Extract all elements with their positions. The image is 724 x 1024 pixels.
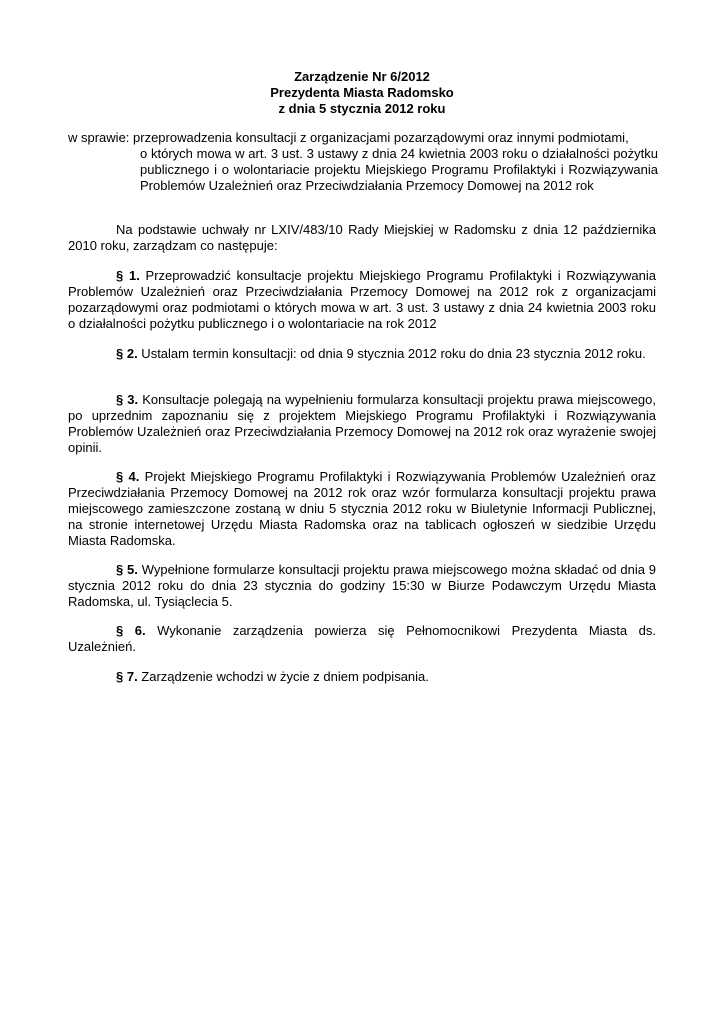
- subject-block: [68, 130, 658, 194]
- subject-first-line: w sprawie: przeprowadzenia konsultacji z organizacjami pozarządowymi oraz innymi podmiotami,: [68, 130, 629, 145]
- section-4-text: Projekt Miejskiego Programu Profilaktyki i Rozwiązywania Problemów Uzależnień oraz Przeciwdziałania Przemocy Domowej na 2012 rok oraz wzór formularza konsultacji projektu prawa miejscowego zamieszczone zostaną w dniu 5 stycznia 2012 roku w Biuletynie Informacji Publicznej, na stronie internetowej Urzędu Miasta Radomska oraz na tablicach ogłoszeń w siedzibie Urzędu Miasta Radomska.: [68, 469, 656, 548]
- section-7-paragraph: [68, 669, 656, 685]
- section-3-text: Konsultacje polegają na wypełnieniu formularza konsultacji projektu prawa miejscowego, po uprzednim zapoznaniu się z projektem Miejskiego Programu Profilaktyki i Rozwiązywania Problemów Uzależnień oraz Przeciwdziałania Przemocy Domowej na 2012 rok oraz wyrażenie swojej opinii.: [68, 392, 656, 455]
- document-title: [0, 69, 724, 117]
- subject-continuation: o których mowa w art. 3 ust. 3 ustawy z dnia 24 kwietnia 2003 roku o działalności pożytku publicznego i o wolontariacie projektu Miejskiego Programu Profilaktyki i Rozwiązywania Problemów Uzależnień oraz Przeciwdziałania Przemocy Domowej na 2012 rok: [140, 146, 658, 193]
- section-1-paragraph: [68, 268, 656, 332]
- section-3-paragraph: [68, 392, 656, 456]
- title-line-2: Prezydenta Miasta Radomsko: [270, 85, 454, 100]
- section-4-number: § 4.: [116, 469, 140, 484]
- section-5-number: § 5.: [116, 562, 138, 577]
- section-1-text: Przeprowadzić konsultacje projektu Miejskiego Programu Profilaktyki i Rozwiązywania Problemów Uzależnień oraz Przeciwdziałania Przemocy Domowej na 2012 rok z organizacjami pozarządowymi oraz podmiotami o których mowa w art. 3 ust. 3 ustawy z dnia 24 kwietnia 2003 roku o działalności pożytku publicznego i o wolontariacie na rok 2012: [68, 268, 656, 331]
- section-6-text: Wykonanie zarządzenia powierza się Pełnomocnikowi Prezydenta Miasta ds. Uzależnień.: [68, 623, 656, 654]
- title-line-1: Zarządzenie Nr 6/2012: [294, 69, 430, 84]
- section-7-text: Zarządzenie wchodzi w życie z dniem podpisania.: [137, 669, 429, 684]
- section-6-paragraph: [68, 623, 656, 655]
- section-6-number: § 6.: [116, 623, 146, 638]
- section-2-number: § 2.: [116, 346, 138, 361]
- section-4-paragraph: [68, 469, 656, 549]
- section-1-number: § 1.: [116, 268, 140, 283]
- section-2-paragraph: [68, 346, 656, 362]
- section-2-text: Ustalam termin konsultacji: od dnia 9 stycznia 2012 roku do dnia 23 stycznia 2012 roku.: [137, 346, 646, 361]
- title-line-3: z dnia 5 stycznia 2012 roku: [278, 101, 446, 116]
- section-3-number: § 3.: [116, 392, 139, 407]
- section-5-paragraph: [68, 562, 656, 610]
- section-7-number: § 7.: [116, 669, 138, 684]
- section-5-text: Wypełnione formularze konsultacji projektu prawa miejscowego można składać od dnia 9 stycznia 2012 roku do dnia 23 stycznia do godziny 15:30 w Biurze Podawczym Urzędu Miasta Radomska, ul. Tysiąclecia 5.: [68, 562, 657, 609]
- preamble-paragraph: Na podstawie uchwały nr LXIV/483/10 Rady Miejskiej w Radomsku z dnia 12 października 2010 roku, zarządzam co następuje:: [68, 222, 656, 253]
